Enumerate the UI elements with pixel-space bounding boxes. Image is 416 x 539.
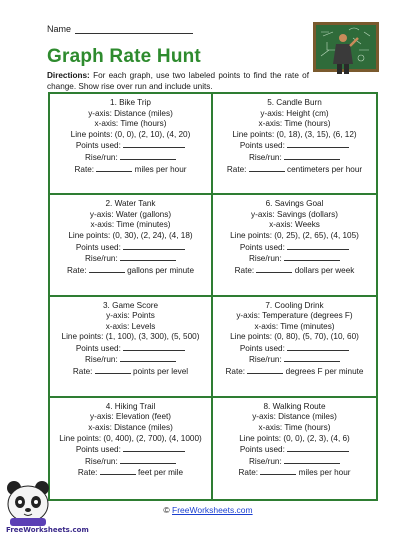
y-axis-text: y-axis: Height (cm) xyxy=(260,108,329,118)
answer-line[interactable] xyxy=(284,354,340,362)
answer-line[interactable] xyxy=(123,444,185,452)
x-axis-text: x-axis: Time (minutes) xyxy=(90,220,171,230)
points-used-label: Points used: xyxy=(239,242,285,252)
directions-text: For each graph, use two labeled points to find the rate of change. Show rise over run and include units. xyxy=(47,71,309,91)
rise-run-label: Rise/run: xyxy=(84,456,118,466)
problem-title: 2. Water Tank xyxy=(105,199,156,209)
line-points-text: Line points: (0, 25), (2, 65), (4, 105) xyxy=(230,231,359,241)
points-used-label: Points used: xyxy=(239,141,285,151)
rate-label: Rate: xyxy=(226,164,247,174)
rate-label: Rate: xyxy=(72,367,93,377)
x-axis-text: x-axis: Time (hours) xyxy=(94,119,167,129)
y-axis-text: y-axis: Points xyxy=(106,311,155,321)
points-used-label: Points used: xyxy=(75,141,121,151)
problem-title: 8. Walking Route xyxy=(263,401,326,411)
answer-line[interactable] xyxy=(287,444,349,452)
problem-card xyxy=(50,297,213,398)
answer-line[interactable] xyxy=(284,456,340,464)
panda-logo-icon xyxy=(2,478,54,528)
points-used-label: Points used: xyxy=(75,445,121,455)
y-axis-text: y-axis: Temperature (degrees F) xyxy=(236,311,353,321)
points-used-label: Points used: xyxy=(239,445,285,455)
points-used-label: Points used: xyxy=(239,343,285,353)
y-axis-text: y-axis: Savings (dollars) xyxy=(251,209,338,219)
y-axis-text: y-axis: Distance (miles) xyxy=(252,412,337,422)
problem-title: 6. Savings Goal xyxy=(265,199,324,209)
rate-label: Rate: xyxy=(234,265,255,275)
directions xyxy=(47,71,309,92)
rise-run-label: Rise/run: xyxy=(84,152,118,162)
problem-card xyxy=(213,398,376,499)
line-points-text: Line points: (0, 0), (2, 10), (4, 20) xyxy=(70,129,191,139)
answer-line[interactable] xyxy=(249,164,285,172)
directions-label: Directions: xyxy=(47,71,90,80)
answer-line[interactable] xyxy=(96,164,132,172)
x-axis-text: x-axis: Weeks xyxy=(269,220,320,230)
footer-site-link[interactable]: FreeWorksheets.com xyxy=(172,505,253,515)
rate-unit: degrees F per minute xyxy=(285,367,364,377)
answer-line[interactable] xyxy=(256,265,292,273)
x-axis-text: x-axis: Time (minutes) xyxy=(254,321,335,331)
problem-card xyxy=(213,297,376,398)
teacher-chalkboard-image xyxy=(309,20,381,76)
problem-card xyxy=(213,195,376,296)
answer-line[interactable] xyxy=(120,253,176,261)
rise-run-label: Rise/run: xyxy=(84,355,118,365)
answer-line[interactable] xyxy=(120,354,176,362)
rate-label: Rate: xyxy=(77,468,98,478)
line-points-text: Line points: (0, 400), (2, 700), (4, 1000) xyxy=(59,433,202,443)
x-axis-text: x-axis: Time (hours) xyxy=(258,422,331,432)
name-label: Name xyxy=(47,24,72,34)
line-points-text: Line points: (1, 100), (3, 300), (5, 500) xyxy=(61,332,200,342)
problem-card xyxy=(50,195,213,296)
name-row xyxy=(47,24,193,34)
rise-run-label: Rise/run: xyxy=(248,254,282,264)
points-used-label: Points used: xyxy=(75,242,121,252)
x-axis-text: x-axis: Levels xyxy=(105,321,156,331)
problem-card xyxy=(213,94,376,195)
rate-label: Rate: xyxy=(238,468,259,478)
line-points-text: Line points: (0, 30), (2, 24), (4, 18) xyxy=(68,231,193,241)
y-axis-text: y-axis: Water (gallons) xyxy=(89,209,172,219)
answer-line[interactable] xyxy=(284,253,340,261)
answer-line[interactable] xyxy=(100,467,136,475)
brand-logo-text: FreeWorksheets.com xyxy=(6,526,89,534)
answer-line[interactable] xyxy=(120,456,176,464)
rise-run-label: Rise/run: xyxy=(248,152,282,162)
answer-line[interactable] xyxy=(287,343,349,351)
page-title: Graph Rate Hunt xyxy=(47,46,201,67)
rate-unit: feet per mile xyxy=(138,468,184,478)
footer xyxy=(0,505,416,515)
answer-line[interactable] xyxy=(260,467,296,475)
rate-unit: gallons per minute xyxy=(127,265,195,275)
problem-title: 3. Game Score xyxy=(102,300,159,310)
rate-unit: centimeters per hour xyxy=(287,164,363,174)
answer-line[interactable] xyxy=(123,140,185,148)
rise-run-label: Rise/run: xyxy=(248,456,282,466)
x-axis-text: x-axis: Time (hours) xyxy=(258,119,331,129)
answer-line[interactable] xyxy=(287,140,349,148)
rate-label: Rate: xyxy=(225,367,246,377)
rate-unit: dollars per week xyxy=(294,265,355,275)
problem-title: 5. Candle Burn xyxy=(267,98,322,107)
problem-card xyxy=(50,398,213,499)
answer-line[interactable] xyxy=(120,152,176,160)
y-axis-text: y-axis: Distance (miles) xyxy=(88,108,173,118)
answer-line[interactable] xyxy=(89,265,125,273)
rate-label: Rate: xyxy=(66,265,87,275)
answer-line[interactable] xyxy=(123,242,185,250)
x-axis-text: x-axis: Distance (miles) xyxy=(88,422,173,432)
answer-line[interactable] xyxy=(247,366,283,374)
answer-line[interactable] xyxy=(95,366,131,374)
problem-title: 7. Cooling Drink xyxy=(265,300,324,310)
points-used-label: Points used: xyxy=(75,343,121,353)
rate-unit: miles per hour xyxy=(298,468,351,478)
answer-line[interactable] xyxy=(123,343,185,351)
rise-run-label: Rise/run: xyxy=(84,254,118,264)
rate-unit: miles per hour xyxy=(134,164,187,174)
line-points-text: Line points: (0, 80), (5, 70), (10, 60) xyxy=(230,332,359,342)
line-points-text: Line points: (0, 0), (2, 3), (4, 6) xyxy=(239,433,350,443)
problem-card xyxy=(50,94,213,195)
rate-label: Rate: xyxy=(74,164,95,174)
y-axis-text: y-axis: Elevation (feet) xyxy=(90,412,171,422)
problem-title: 1. Bike Trip xyxy=(110,98,151,107)
problem-title: 4. Hiking Trail xyxy=(105,401,156,411)
rate-unit: points per level xyxy=(133,367,189,377)
name-line xyxy=(75,25,193,34)
answer-line[interactable] xyxy=(287,242,349,250)
problems-grid xyxy=(48,92,378,501)
answer-line[interactable] xyxy=(284,152,340,160)
copyright-symbol: © xyxy=(163,505,170,515)
rise-run-label: Rise/run: xyxy=(248,355,282,365)
line-points-text: Line points: (0, 18), (3, 15), (6, 12) xyxy=(232,129,357,139)
